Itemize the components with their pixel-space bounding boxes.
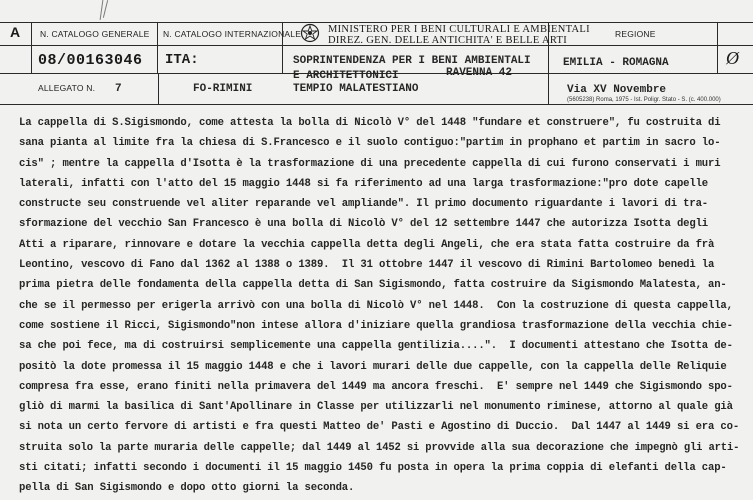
rule-v2 (157, 22, 158, 73)
rule-v5 (717, 22, 718, 73)
ministry-line-2: DIREZ. GEN. DELLE ANTICHITA' E BELLE ARTI (328, 35, 568, 46)
text-line: che se il permesso per erigerla arrivò con una bolla di Nicolò V° nel 1448. Con la costruzione di questa cappella, (19, 299, 733, 312)
text-line: struita solo la parte muraria delle cappelle; dal 1449 al 1452 si provvide alla sua decorazione che impegnò gli arti- (19, 441, 740, 454)
text-line: positò la dote promessa il 15 maggio 1448 e che i lavori murari delle due cappelle, con la cappella delle Reliquie (19, 360, 727, 373)
soprintendenza-line-1: SOPRINTENDENZA PER I BENI AMBIENTALI (293, 55, 531, 67)
republic-emblem-icon (300, 22, 320, 44)
rule-v6 (158, 73, 159, 104)
text-line: cis" ; mentre la cappella d'Isotta è la trasformazione di una precedente cappella di cui furono conservati i muri (19, 157, 721, 170)
label-allegato: ALLEGATO N. (38, 83, 96, 93)
allegato-value: 7 (115, 83, 122, 95)
rule-top (0, 22, 753, 23)
text-line: Leontino, vescovo di Fano dal 1362 al 1388 o 1389. Il 31 ottobre 1447 il vescovo di Rimini Bartolomeo benedì la (19, 259, 715, 272)
text-line: sana pianta al limite fra la chiesa di S.Francesco e il suolo contiguo:"partim in prophano et partim in sacro lo- (19, 137, 721, 150)
card-header (0, 0, 753, 105)
catalog-international-value: ITA: (165, 52, 199, 68)
label-regione: REGIONE (615, 29, 656, 39)
text-line: laterali, infatti con l'atto del 15 maggio 1448 si fa riferimento ad una larga trasformazione:"pro dote capelle (19, 177, 709, 190)
location: FO-RIMINI (193, 83, 253, 95)
regione-value: EMILIA - ROMAGNA (563, 57, 669, 69)
text-line: gliò di marmi la basilica di Sant'Apollinare in Classe per utilizzarli nel monumento riminese, attorno al quale già (19, 401, 733, 414)
text-line: constructe seu construende vel aliter reparande vel ampliande". Il primo documento riguardante i lavori di tra- (19, 198, 709, 211)
print-stamp: (5605238) Roma, 1975 - Ist. Poligr. Stato - S. (c. 400.000) (567, 97, 721, 103)
text-line: come sostiene il Ricci, Sigismondo"non intese allora d'iniziare quella grandiosa trasformazione della vecchia chie- (19, 319, 733, 332)
text-line: sa che poi fece, ma di costruirsi semplicemente una cappella gentilizia....". I documenti attestano che Isotta de- (19, 340, 733, 353)
text-line: pella di San Sigismondo e dopo otto giorni la seconda. (19, 482, 355, 495)
rule-v1 (31, 22, 32, 73)
text-line: sti citati; infatti secondo i documenti il 15 maggio 1450 fu posta in opera la prima coppia di elefanti della cap- (19, 462, 727, 475)
box-letter: A (10, 24, 21, 40)
text-line: sformazione del vecchio San Francesco è una bolla di Nicolò V° del 12 settembre 1447 che autorizza Isotta degli (19, 218, 709, 231)
rule-bottom (0, 104, 753, 105)
ministry-heading (328, 24, 590, 46)
city-code: RAVENNA 42 (446, 67, 513, 79)
ministry-line-1: MINISTERO PER I BENI CULTURALI E AMBIENTALI (328, 24, 590, 35)
text-line: compresa fra esse, erano finiti nella primavera del 1449 ma ancora freschi. E' sempre nel 1449 che Sigismondo spo- (19, 380, 733, 393)
monument-name: TEMPIO MALATESTIANO (293, 83, 419, 95)
text-line: La cappella di S.Sigismondo, come attesta la bolla di Nicolò V° del 1448 "fundare et construere", fu costruita di (19, 117, 721, 129)
catalog-number: 08/00163046 (38, 52, 143, 69)
text-line: Atti a riparare, rinnovare e dotare la vecchia cappella detta degli Angeli, che era stata fatta costruire da frà (19, 238, 715, 251)
text-line: prima pietra delle fondamenta della cappella detta di San Sigismondo, fatta costruire da Sigismondo Malatesta, an- (19, 279, 727, 292)
soprintendenza-line-2: E ARCHITETTONICI (293, 70, 399, 82)
body-text (19, 113, 739, 499)
street-address: Via XV Novembre (567, 84, 667, 96)
pencil-mark (103, 0, 108, 18)
regione-mark: Ø (726, 48, 739, 68)
label-catalogo-generale: N. CATALOGO GENERALE (40, 29, 150, 39)
label-catalogo-internazionale: N. CATALOGO INTERNAZIONALE (163, 29, 302, 39)
text-line: si nota un certo fervore di artisti e fra questi Matteo de' Pasti e Agostino di Duccio. Dal 1447 al 1449 si era co- (19, 421, 740, 434)
